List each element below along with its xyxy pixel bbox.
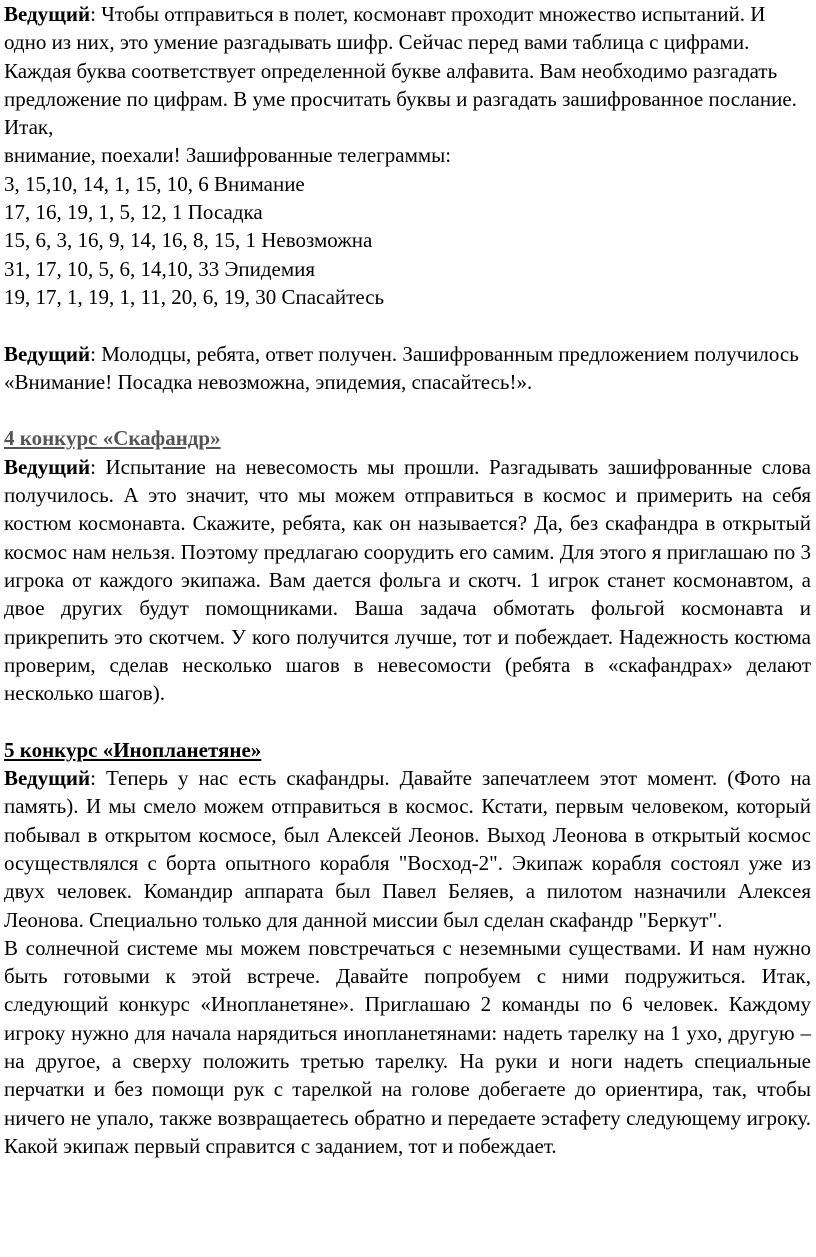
telegram-line: 3, 15,10, 14, 1, 15, 10, 6 Внимание (4, 171, 305, 196)
contest4-text: : Испытание на невесомость мы прошли. Разгадывать зашифрованные слова получилось. А это значит, что мы можем отправиться в космос и примерить на себя костюм космонавта. Скажите, ребята, как он называется? Да, без скафандра в открытый космос нам нельзя. Поэтому предлагаю соорудить его самим. Для этого я приглашаю по 3 игрока от каждого экипажа. Вам дается фольга и скотч. 1 игрок станет космонавтом, а двое других будут помощниками. Ваша задача обмотать фольгой космонавта и прикрепить это скотчем. У кого получится лучше, тот и побеждает. Надежность костюма проверим, сделав несколько шагов в невесомости (ребята в «скафандрах» делают несколько шагов). (4, 454, 811, 706)
contest4-heading: 4 конкурс «Скафандр» (4, 426, 221, 451)
answer-paragraph (4, 340, 811, 397)
contest5-heading: 5 конкурс «Инопланетяне» (4, 737, 262, 762)
speaker-label: Ведущий (4, 2, 91, 26)
speaker-label: Ведущий (4, 766, 91, 791)
intro-line-end: внимание, поехали! Зашифрованные телеграммы: (4, 143, 452, 168)
contest5-paragraph-2: В солнечной системе мы можем повстречаться с неземными существами. И нам нужно быть готовыми к этой встрече. Давайте попробуем с ними подружиться. Итак, следующий конкурс «Инопланетяне». Приглашаю 2 команды по 6 человек. Каждому игроку нужно для начала нарядиться инопланетянами: надеть тарелку на 1 ухо, другую – на другое, а сверху положить третью тарелку. На руки и ноги надеть специальные перчатки и без помощи рук с тарелкой на голове добегаете до ориентира, так, чтобы ничего не упало, также возвращаетесь обратно и передаете эстафету следующему игроку. Какой экипаж первый справится с заданием, тот и побеждает. (4, 935, 811, 1158)
telegram-line: 31, 17, 10, 5, 6, 14,10, 33 Эпидемия (4, 256, 316, 281)
speaker-label: Ведущий (4, 341, 91, 366)
speaker-label: Ведущий (4, 454, 91, 479)
telegram-line: 15, 6, 3, 16, 9, 14, 16, 8, 15, 1 Невозможна (4, 228, 373, 253)
contest5-text: : Теперь у нас есть скафандры. Давайте запечатлеем этот момент. (Фото на память). И мы смело можем отправиться в космос. Кстати, первым человеком, который побывал в открытом космосе, был Алексей Леонов. Выход Леонова в открытый космос осуществлялся с борта опытного корабля "Восход-2". Экипаж корабля состоял уже из двух человек. Командир аппарата был Павел Беляев, а пилотом назначили Алексея Леонова. Специально только для данной миссии был сделан скафандр "Беркут". (4, 766, 811, 932)
answer-text: : Молодцы, ребята, ответ получен. Зашифрованным предложением получилось «Внимание! Посадка невозможна, эпидемия, спасайтесь!». (4, 341, 799, 394)
contest4-paragraph (4, 453, 811, 708)
intro-text: : Чтобы отправиться в полет, космонавт проходит множество испытаний. И одно из них, это умение разгадывать шифр. Сейчас перед вами таблица с цифрами. Каждая буква соответствует определенной букве алфавита. Вам необходимо разгадать предложение по цифрам. В уме просчитать буквы и разгадать зашифрованное послание. Итак, (4, 2, 797, 140)
contest5-paragraph (4, 764, 811, 934)
telegram-line: 17, 16, 19, 1, 5, 12, 1 Посадка (4, 200, 263, 225)
intro-paragraph (4, 0, 811, 170)
telegram-line: 19, 17, 1, 19, 1, 11, 20, 6, 19, 30 Спасайтесь (4, 284, 385, 309)
